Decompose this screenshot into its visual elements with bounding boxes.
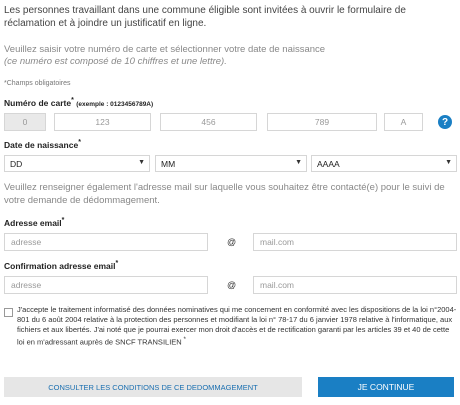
card-hint-line1: Veuillez saisir votre numéro de carte et sélectionner votre date de naissance xyxy=(4,44,326,55)
birth-year-value: AAAA xyxy=(317,158,340,169)
required-asterisk: * xyxy=(78,139,81,146)
required-asterisk: * xyxy=(61,217,65,224)
required-asterisk: * xyxy=(71,97,74,104)
card-number-example: (exemple : 0123456789A) xyxy=(76,100,154,108)
consent-checkbox[interactable] xyxy=(4,308,13,317)
at-symbol: @ xyxy=(227,280,237,290)
card-field-1[interactable]: 0 xyxy=(4,113,46,131)
card-field-5[interactable]: A xyxy=(384,113,423,131)
email-label-text: Adresse email xyxy=(4,217,62,228)
birth-month-select[interactable] xyxy=(155,155,307,172)
email-local-input[interactable]: adresse xyxy=(4,233,208,251)
continue-button[interactable]: JE CONTINUE xyxy=(318,377,454,397)
help-icon[interactable]: ? xyxy=(438,115,452,129)
consent-text xyxy=(17,305,457,348)
email-confirm-local-input[interactable]: adresse xyxy=(4,276,208,294)
required-asterisk: * xyxy=(115,260,119,267)
card-number-label xyxy=(4,97,153,108)
card-hint xyxy=(4,44,456,68)
required-fields-note: *Champs obligatoires xyxy=(4,80,71,87)
card-number-label-text: Numéro de carte xyxy=(4,97,72,108)
birth-year-select[interactable] xyxy=(311,155,457,172)
chevron-down-icon: ▼ xyxy=(295,159,302,166)
chevron-down-icon: ▼ xyxy=(138,159,145,166)
birth-month-value: MM xyxy=(161,158,176,169)
birth-day-value: DD xyxy=(10,158,23,169)
card-hint-line2: (ce numéro est composé de 10 chiffres et une lettre). xyxy=(4,56,227,67)
card-field-3[interactable]: 456 xyxy=(160,113,257,131)
at-symbol: @ xyxy=(227,237,237,247)
email-label xyxy=(4,217,64,228)
email-confirm-domain-input[interactable]: mail.com xyxy=(253,276,457,294)
view-conditions-button[interactable]: CONSULTER LES CONDITIONS DE CE DEDOMMAGEMENT xyxy=(4,377,302,397)
birth-date-label-text: Date de naissance xyxy=(4,139,79,150)
consent-text-body: J'accepte le traitement informatisé des données nominatives qui me concernent en conformité avec les dispositions de la loi n°2004-801 du 6 août 2004 relative à la protection des personnes et modifiant la loi n° 78-17 du 6 janvier 1978 relative à l'informatique, aux fichiers et aux libertés. J'ai noté que je pourrai exercer mon droit d'accès et de rectification garanti par les articles 39 et 40 de cette loi en m'adressant auprès de SNCF TRANSILIEN xyxy=(17,305,457,347)
card-field-2[interactable]: 123 xyxy=(54,113,151,131)
birth-day-select[interactable] xyxy=(4,155,150,172)
intro-text: Les personnes travaillant dans une commune éligible sont invitées à ouvrir le formulaire de réclamation et à joindre un justificatif en ligne. xyxy=(4,5,406,29)
email-confirm-label xyxy=(4,260,118,271)
card-field-4[interactable]: 789 xyxy=(267,113,377,131)
email-intro-text: Veuillez renseigner également l'adresse mail sur laquelle vous souhaitez être contacté(e) pour le suivi de votre demande de dédommagement. xyxy=(4,182,445,206)
chevron-down-icon: ▼ xyxy=(445,159,452,166)
email-confirm-label-text: Confirmation adresse email xyxy=(4,260,116,271)
email-domain-input[interactable]: mail.com xyxy=(253,233,457,251)
birth-date-label xyxy=(4,139,81,150)
required-asterisk: * xyxy=(181,336,186,343)
